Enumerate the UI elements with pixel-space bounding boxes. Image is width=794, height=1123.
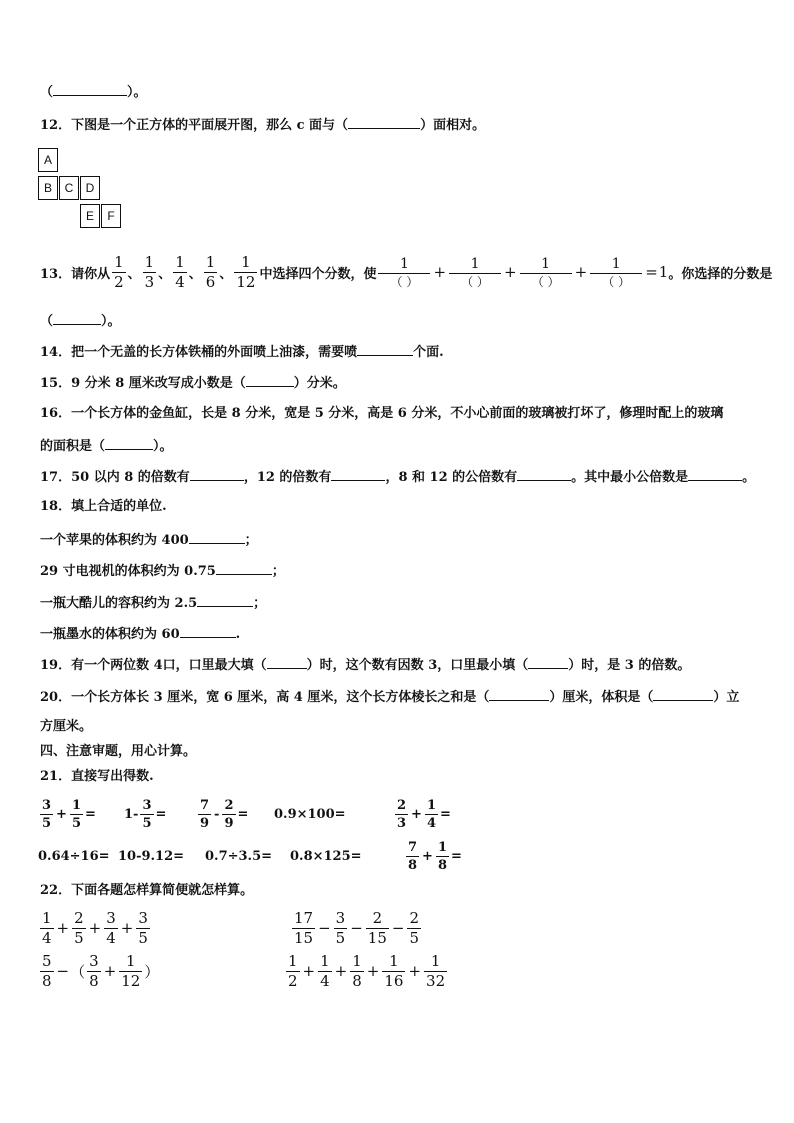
- q13-option-2: $\frac{1}{3}$: [144, 252, 155, 291]
- cube-face-b: B: [38, 176, 58, 200]
- q22-p1-f1: $\frac{1}{4}$: [42, 908, 52, 947]
- q18-blank-4[interactable]: [180, 624, 236, 638]
- q21-e10-op: +: [422, 848, 433, 864]
- q22-p3-rparen: ）: [144, 962, 160, 981]
- q20-line2: 方厘米。: [40, 719, 93, 734]
- cube-face-f: F: [101, 204, 121, 228]
- q21-e3-b: $\frac{2}{9}$: [224, 797, 234, 831]
- q18-item-1-end: ；: [244, 533, 258, 548]
- q21-e5-op: +: [411, 806, 422, 822]
- q21-expr-9[interactable]: 0.8×125=: [290, 848, 362, 864]
- q13-answer-blank[interactable]: [53, 311, 101, 325]
- q13-result-text: 。你选择的分数是: [668, 266, 773, 282]
- q21-expr-4[interactable]: 0.9×100=: [274, 806, 346, 822]
- q21-e5-eq: =: [440, 806, 451, 822]
- q13-prefix: 13．请你从: [40, 266, 111, 282]
- q22-p2-f4: $\frac{2}{5}$: [409, 908, 420, 947]
- q22-p2-f2: $\frac{3}{5}$: [335, 908, 346, 947]
- q22-problem-4[interactable]: [284, 950, 449, 992]
- q22-p3-c: $\frac{1}{12}$: [121, 951, 141, 990]
- q13-slot-4[interactable]: $\frac{1}{( )}$: [590, 257, 642, 288]
- q13-slot-1[interactable]: $\frac{1}{( )}$: [378, 257, 430, 288]
- q20-blank-2[interactable]: [653, 687, 713, 701]
- q18-item-1-text: 一个苹果的体积约为 400: [40, 533, 189, 548]
- q18-title: 18．填上合适的单位.: [40, 499, 167, 514]
- q13-slot-2[interactable]: $\frac{1}{( )}$: [449, 257, 501, 288]
- q17-a: 17．50 以内 8 的倍数有: [40, 470, 190, 485]
- q21-e10-a: $\frac{7}{8}$: [408, 839, 418, 873]
- q22-p3-a: $\frac{5}{8}$: [42, 951, 52, 990]
- q13-question: [40, 252, 772, 292]
- q22-p2-op: −: [350, 919, 363, 937]
- q18-blank-1[interactable]: [189, 530, 245, 544]
- q22-p3-lparen: （: [70, 962, 86, 981]
- q13-plus: +: [504, 263, 517, 281]
- q20-b: ）厘米，体积是（: [549, 690, 654, 705]
- q18-item-3: [40, 593, 266, 613]
- q13-option-1: $\frac{1}{2}$: [114, 252, 124, 291]
- q15-answer-blank[interactable]: [246, 373, 294, 387]
- q17-question: [40, 467, 755, 487]
- q21-title: 21．直接写出得数.: [40, 769, 154, 784]
- q20-a: 20．一个长方体长 3 厘米，宽 6 厘米，高 4 厘米，这个长方体棱长之和是（: [40, 690, 490, 705]
- q21-e1-op: +: [56, 806, 67, 822]
- q20-c: ）立: [713, 690, 740, 705]
- q18-item-2-text: 29 寸电视机的体积约为 0.75: [40, 564, 216, 579]
- q16-answer-blank[interactable]: [105, 436, 153, 450]
- q14-text: 14．把一个无盖的长方体铁桶的外面喷上油漆，需要喷: [40, 345, 358, 360]
- q13-sep: 、: [127, 266, 141, 282]
- q18-item-3-text: 一瓶大酷儿的容积约为 2.5: [40, 596, 198, 611]
- q14-answer-blank[interactable]: [357, 342, 413, 356]
- q21-e5-a: $\frac{2}{3}$: [397, 797, 407, 831]
- q21-expr-1[interactable]: [38, 795, 96, 833]
- q21-expr-7[interactable]: 10-9.12=: [118, 848, 185, 864]
- q19-b: ）时，这个数有因数 3，口里最小填（: [306, 658, 529, 673]
- q21-e3-eq: =: [237, 806, 249, 822]
- q13-sep: 、: [158, 266, 172, 282]
- q21-expr-10[interactable]: [404, 836, 462, 876]
- q22-p3-b: $\frac{3}{8}$: [89, 951, 99, 990]
- q17-blank-3[interactable]: [517, 467, 571, 481]
- q11-tail: [40, 82, 147, 102]
- q22-p1-f4: $\frac{3}{5}$: [138, 908, 148, 947]
- q11-answer-blank[interactable]: [53, 82, 127, 96]
- q14-after: 个面.: [413, 345, 444, 360]
- q13-equals: =: [645, 263, 658, 281]
- q21-expr-2[interactable]: [124, 795, 166, 833]
- q22-p4-op: +: [366, 962, 380, 980]
- q22-problem-2[interactable]: [290, 907, 423, 949]
- q21-e1-b: $\frac{1}{5}$: [71, 797, 81, 831]
- q22-p4-op: +: [408, 962, 422, 980]
- q22-title: 22．下面各题怎样算简便就怎样算。: [40, 883, 254, 898]
- q13-plus: +: [574, 263, 588, 281]
- q22-p4-f5: $\frac{1}{32}$: [426, 951, 446, 990]
- q22-p2-op: −: [318, 919, 331, 937]
- q22-problem-1[interactable]: [38, 907, 152, 949]
- q13-plus: +: [433, 263, 447, 281]
- q22-p4-f4: $\frac{1}{16}$: [384, 951, 404, 990]
- q22-p4-op: +: [334, 962, 348, 980]
- q13-option-5: $\frac{1}{12}$: [236, 252, 256, 291]
- q17-c: ，8 和 12 的公倍数有: [385, 470, 518, 485]
- q13-choose-text: 中选择四个分数，使: [259, 266, 377, 282]
- cube-face-e: E: [80, 204, 100, 228]
- cube-face-c: C: [59, 176, 79, 200]
- q13-sep: 、: [188, 266, 202, 282]
- q11-close: ）。: [127, 85, 147, 100]
- q16-line2: [40, 436, 173, 456]
- q18-blank-2[interactable]: [216, 561, 272, 575]
- q21-e3-op: -: [214, 806, 220, 822]
- q21-e10-b: $\frac{1}{8}$: [437, 839, 447, 873]
- q21-expr-8[interactable]: 0.7÷3.5=: [205, 848, 273, 864]
- q18-item-1: [40, 530, 258, 550]
- q18-item-4-end: .: [235, 627, 241, 642]
- q21-e3-a: $\frac{7}{9}$: [200, 797, 210, 831]
- q21-e1-a: $\frac{3}{5}$: [42, 797, 52, 831]
- q22-p4-f3: $\frac{1}{8}$: [352, 951, 362, 990]
- q13-answer-line: [40, 311, 121, 331]
- q11-open: （: [40, 85, 54, 100]
- q22-p3-minus: −: [56, 962, 70, 980]
- q13-slot-3[interactable]: $\frac{1}{( )}$: [520, 257, 572, 288]
- q12-text: 12．下图是一个正方体的平面展开图，那么 c 面与（: [40, 118, 349, 133]
- q13-answer-open: （: [40, 314, 54, 329]
- q20-question: [40, 687, 739, 707]
- cube-face-a: A: [38, 148, 58, 172]
- q22-p4-f2: $\frac{1}{4}$: [320, 951, 330, 990]
- q16-line2b: ）。: [153, 439, 173, 454]
- q13-option-4: $\frac{1}{6}$: [205, 252, 216, 291]
- q16-line1: 16．一个长方体的金鱼缸，长是 8 分米，宽是 5 分米，高是 6 分米，不小心前面的玻璃被打坏了，修理时配上的玻璃: [40, 406, 724, 421]
- q13-sep: 、: [219, 266, 233, 282]
- q21-expr-6[interactable]: 0.64÷16=: [38, 848, 110, 864]
- q15-after: ）分米。: [293, 376, 346, 391]
- q19-a: 19．有一个两位数 4口，口里最大填（: [40, 658, 267, 673]
- q22-p1-f3: $\frac{3}{4}$: [106, 908, 116, 947]
- q22-problem-3[interactable]: [38, 950, 159, 992]
- q15-question: [40, 373, 346, 393]
- q17-blank-4[interactable]: [688, 467, 742, 481]
- q13-result: 1: [658, 263, 669, 281]
- q22-p4-f1: $\frac{1}{2}$: [288, 951, 298, 990]
- section-4-heading: 四、注意审题，用心计算。: [40, 744, 197, 759]
- q19-c: ）时，是 3 的倍数。: [568, 658, 691, 673]
- q12-question: [40, 115, 485, 135]
- q22-p3-plus: +: [103, 962, 117, 980]
- q22-p2-f3: $\frac{2}{15}$: [367, 908, 387, 947]
- q17-b: ，12 的倍数有: [243, 470, 332, 485]
- cube-face-d: D: [80, 176, 100, 200]
- q22-p2-op: −: [391, 919, 405, 937]
- q22-p1-op: +: [56, 919, 70, 937]
- q19-blank-2[interactable]: [528, 655, 568, 669]
- q22-p1-f2: $\frac{2}{5}$: [74, 908, 84, 947]
- q21-e10-eq: =: [451, 848, 462, 864]
- q12-answer-blank[interactable]: [348, 115, 420, 129]
- q18-item-2-end: ；: [271, 564, 285, 579]
- q21-e2-pre: 1-: [124, 806, 139, 822]
- q12-close: ）面相对。: [420, 118, 486, 133]
- q22-p4-op: +: [302, 962, 316, 980]
- q15-text: 15．9 分米 8 厘米改写成小数是（: [40, 376, 246, 391]
- q18-item-2: [40, 561, 285, 581]
- q21-expr-3[interactable]: [196, 795, 248, 833]
- q17-e: 。: [742, 470, 756, 485]
- q22-p1-op: +: [88, 919, 102, 937]
- q18-blank-3[interactable]: [197, 593, 253, 607]
- q20-blank-1[interactable]: [489, 687, 549, 701]
- q21-e2-b: $\frac{3}{5}$: [142, 797, 152, 831]
- q17-blank-2[interactable]: [331, 467, 385, 481]
- q13-option-3: $\frac{1}{4}$: [175, 252, 185, 291]
- q16-line2a: 的面积是（: [40, 439, 106, 454]
- q13-answer-close: ）。: [101, 314, 121, 329]
- q18-item-4: [40, 624, 240, 644]
- q21-expr-5[interactable]: [393, 795, 451, 833]
- q19-question: [40, 655, 690, 675]
- q14-question: [40, 342, 444, 362]
- q22-p1-op: +: [120, 919, 134, 937]
- q22-p2-f1: $\frac{17}{15}$: [294, 908, 314, 947]
- q21-e5-b: $\frac{1}{4}$: [426, 797, 436, 831]
- q21-e2-eq: =: [155, 806, 167, 822]
- q19-blank-1[interactable]: [267, 655, 307, 669]
- cube-net-diagram: [38, 148, 128, 232]
- q17-d: 。其中最小公倍数是: [571, 470, 689, 485]
- q18-item-3-end: ；: [253, 596, 267, 611]
- q18-item-4-text: 一瓶墨水的体积约为 60: [40, 627, 180, 642]
- q21-e1-eq: =: [85, 806, 96, 822]
- q17-blank-1[interactable]: [190, 467, 244, 481]
